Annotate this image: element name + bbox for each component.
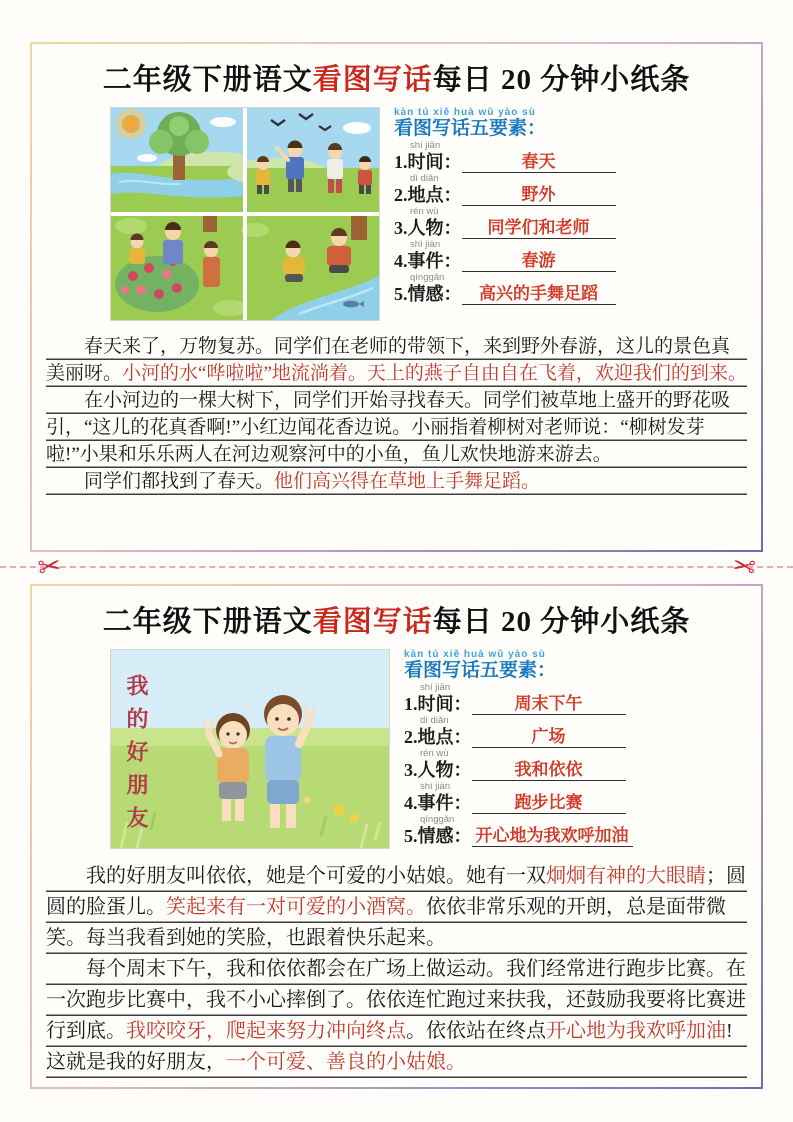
element-item-place (394, 174, 745, 206)
text-segment-red: 他们高兴得在草地上手舞足蹈。 (274, 471, 541, 492)
five-elements-panel (404, 649, 745, 849)
text-segment: 同学们都找到了春天。 (84, 471, 275, 492)
element-answer: 开心地为我欢呼加油 (472, 825, 633, 847)
paragraph (46, 861, 747, 954)
friends-svg (111, 650, 389, 848)
element-label: 4.事件： (394, 251, 462, 271)
spring-outing-illustration (110, 107, 380, 321)
element-answer: 跑步比赛 (472, 792, 626, 814)
pinyin-label: shì jiàn (410, 239, 441, 250)
element-answer: 广场 (472, 726, 626, 748)
spring-outing-svg (111, 108, 379, 320)
element-label: 2.地点： (404, 727, 472, 747)
text-segment-red: 炯炯有神的大眼睛 (546, 865, 706, 887)
pinyin-label: shí jiān (420, 682, 451, 693)
title-highlight: 看图写话 (312, 606, 433, 638)
element-label: 1.时间： (404, 694, 472, 714)
image-caption-vertical: 我的好朋友 (124, 674, 149, 839)
text-segment-red: 我咬咬牙，爬起来努力冲向终点 (126, 1020, 406, 1042)
element-item-place (404, 716, 745, 748)
panel-kids-flowers (111, 216, 249, 320)
pinyin-label: shì jiàn (420, 781, 451, 792)
worksheet-card-1 (30, 42, 763, 552)
panel-kids-swallows (227, 108, 379, 212)
element-label: 5.情感： (394, 284, 462, 304)
text-segment-red: 笑起来有一对可爱的小酒窝。 (166, 896, 426, 918)
pinyin-label: dì diǎn (420, 715, 449, 726)
scissors-icon-left: ✂ (35, 549, 64, 584)
element-answer: 野外 (462, 184, 616, 206)
text-segment: 在小河边的一棵大树下，同学们开始寻找春天。同学们被草地上盛开的野花吸引，“这儿的花真香啊!”小红边闻花香边说。小丽指着柳树对老师说：“柳树发芽啦!”小果和乐乐两人在河边观察河中的小鱼，鱼儿欢快地游来游去。 (46, 390, 731, 465)
content-row (48, 649, 745, 849)
pinyin-label: rén wù (420, 748, 449, 759)
scissors-icon-right: ✂ (729, 549, 758, 584)
panel-kids-fish (241, 216, 379, 320)
element-answer: 同学们和老师 (462, 217, 616, 239)
title-highlight: 看图写话 (312, 64, 433, 96)
element-answer: 春天 (462, 151, 616, 173)
text-segment: ；圆圆的脸蛋儿。 (46, 865, 746, 918)
element-label: 1.时间： (394, 152, 462, 172)
text-segment: 依依非常乐观的开朗，总是面带微笑。每当我看到她的笑脸，也跟着快乐起来。 (46, 896, 726, 949)
dashed-cut-line (0, 566, 793, 568)
element-item-time (394, 141, 745, 173)
text-segment-red: 开心地为我欢呼加油 (546, 1020, 726, 1042)
pinyin-label: qínggǎn (410, 272, 445, 283)
text-segment: 。依依站在终点 (406, 1020, 546, 1042)
cut-line-divider (0, 551, 793, 585)
text-segment: 春天来了，万物复苏。同学们在老师的带领下，来到野外春游，这儿的景色真美丽呀。 (46, 336, 731, 384)
page-title (32, 57, 761, 98)
text-segment: 每个周末下午，我和依依都会在广场上做运动。我们经常进行跑步比赛。在一次跑步比赛中，我不小心摔倒了。依依连忙跑过来扶我，还鼓励我要将比赛进行到底。 (46, 958, 746, 1042)
text-segment-red: 小河的水“哗啦啦”地流淌着。天上的燕子自由自在飞着，欢迎我们的到来。 (122, 363, 747, 384)
title-post: 每日 20 分钟小纸条 (432, 64, 691, 96)
title-post: 每日 20 分钟小纸条 (432, 606, 691, 638)
element-item-emotion (404, 815, 745, 847)
content-row (48, 107, 745, 321)
title-pre: 二年级下册语文 (102, 606, 313, 638)
five-elements-pinyin: kàn tú xiě huà wǔ yào sù (404, 649, 546, 660)
element-label: 3.人物： (394, 218, 462, 238)
pinyin-label: dì diǎn (410, 173, 439, 184)
page-title (32, 599, 761, 640)
element-item-people (404, 749, 745, 781)
five-elements-header: 看图写话五要素： (404, 660, 557, 681)
five-elements-header: 看图写话五要素： (394, 118, 547, 139)
text-segment: 我的好朋友叫依依，她是个可爱的小姑娘。她有一双 (86, 865, 546, 887)
element-answer: 周末下午 (472, 693, 626, 715)
composition-text (46, 861, 747, 1078)
paragraph (46, 954, 747, 1078)
paragraph (46, 387, 747, 468)
element-item-event (404, 782, 745, 814)
element-item-people (394, 207, 745, 239)
paragraph (46, 333, 747, 387)
text-segment-red: 一个可爱、善良的小姑娘。 (226, 1051, 466, 1073)
element-item-emotion (394, 273, 745, 305)
text-segment: !这就是我的好朋友， (46, 1020, 733, 1073)
element-label: 2.地点： (394, 185, 462, 205)
five-elements-pinyin: kàn tú xiě huà wǔ yào sù (394, 107, 536, 118)
element-label: 4.事件： (404, 793, 472, 813)
composition-text (46, 333, 747, 495)
element-answer: 我和依依 (472, 759, 626, 781)
title-pre: 二年级下册语文 (102, 64, 313, 96)
paragraph (46, 468, 747, 495)
pinyin-label: qínggǎn (420, 814, 455, 825)
element-label: 5.情感： (404, 826, 472, 846)
worksheet-card-2 (30, 584, 763, 1089)
five-elements-panel (394, 107, 745, 321)
element-label: 3.人物： (404, 760, 472, 780)
element-answer: 高兴的手舞足蹈 (462, 283, 616, 305)
element-item-time (404, 683, 745, 715)
element-item-event (394, 240, 745, 272)
pinyin-label: rén wù (410, 206, 439, 217)
friends-illustration (110, 649, 390, 849)
pinyin-label: shí jiān (410, 140, 441, 151)
element-answer: 春游 (462, 250, 616, 272)
